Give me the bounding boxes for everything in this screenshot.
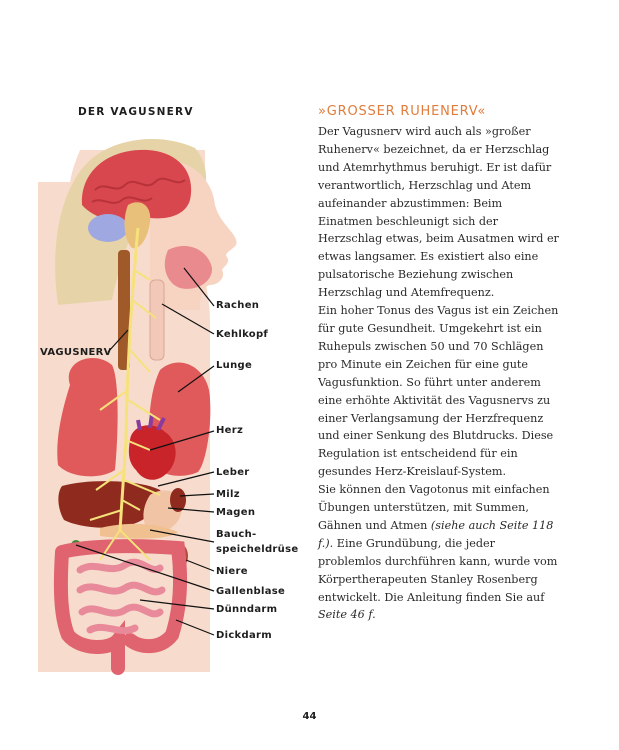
label-rachen: Rachen: [216, 300, 260, 311]
page-number: 44: [302, 711, 317, 722]
vagus-nerve-label: VAGUSNERV: [40, 347, 112, 358]
label-niere: Niere: [216, 566, 248, 577]
article-heading: »GROSSER RUHENERV«: [318, 104, 487, 119]
label-lunge: Lunge: [216, 360, 253, 371]
label-leber: Leber: [216, 467, 250, 478]
paragraph-3-part-b: Eine Grundübung, die jeder problemlos durchführen kann, wurde vom Körpertherapeuten Stanley Rosenberg entwickelt. Die Anleitung finden Sie auf: [318, 536, 558, 604]
figure-title: DER VAGUSNERV: [78, 106, 194, 118]
cerebellum-shape: [88, 214, 128, 242]
trachea-shape: [150, 280, 164, 360]
label-bauchspeicheldruese-2: speicheldrüse: [216, 544, 299, 555]
paragraph-1: Der Vagusnerv wird auch als »großer Ruhenerv« bezeichnet, da er Herzschlag und Atemrhythmus beruhigt. Er ist dafür verantwortlich, Herzschlag und Atem aufeinander abzustimmen: Beim Einatmen beschleunigt sich der Herzschlag etwas, beim Ausatmen wird er etwas langsamer. Es existiert also eine pulsatorische Beziehung zwischen Herzschlag und Atemfrequenz.: [318, 125, 559, 300]
label-magen: Magen: [216, 507, 256, 518]
page-reference-118: (siehe auch Seite 118 f.).: [318, 518, 554, 550]
label-duenndarm: Dünndarm: [216, 604, 278, 615]
label-dickdarm: Dickdarm: [216, 630, 272, 641]
paragraph-2: Ein hoher Tonus des Vagus ist ein Zeichen für gute Gesundheit. Umgekehrt ist ein Ruhepuls zwischen 50 und 70 Schlägen pro Minute ein Zeichen für eine gute Vagusfunktion. So führt unter anderem eine erhöhte Aktivität des Vagusnervs zu einer Verlangsamung der Herzfrequenz und einer Senkung des Blutdrucks. Diese Regulation ist entscheidend für ein gesundes Herz-Kreislauf-System.: [318, 304, 559, 479]
label-kehlkopf: Kehlkopf: [216, 329, 269, 340]
label-gallenblase: Gallenblase: [216, 586, 286, 597]
article: [318, 103, 560, 624]
label-milz: Milz: [216, 489, 240, 500]
label-herz: Herz: [216, 425, 244, 436]
label-bauchspeicheldruese-1: Bauch-: [216, 529, 257, 540]
page-reference-46: Seite 46 f.: [318, 608, 376, 622]
paragraph-3: [318, 481, 560, 624]
paragraph-3-part-a: Sie können den Vagotonus mit einfachen Übungen unterstützen, mit Summen, Gähnen und Atmen: [318, 483, 550, 532]
